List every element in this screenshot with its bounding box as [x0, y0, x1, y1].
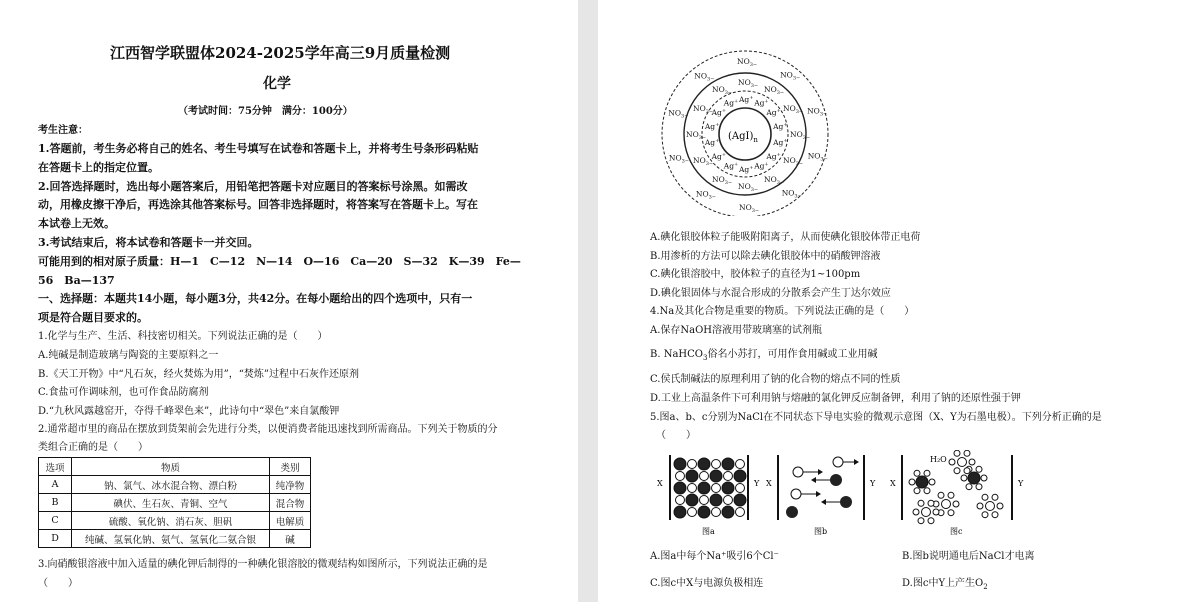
fig-a-solid-nacl	[656, 450, 768, 538]
chloride-ion	[686, 470, 698, 482]
fig-b-caption: 图b	[814, 527, 828, 536]
ag-ion-label: Ag+	[711, 108, 727, 118]
table-cell: 硫酸、氧化钠、消石灰、胆矾	[72, 512, 270, 530]
table-header-cell: 类别	[270, 458, 311, 476]
table-row	[39, 530, 311, 548]
chloride-ion	[674, 458, 686, 470]
nitrate-ion-label: $NO_{3-}$	[783, 104, 804, 115]
chloride-ion	[722, 482, 734, 494]
q5-stem-line-2: （ ）	[656, 430, 696, 441]
water-molecule-label: H₂O	[930, 455, 947, 464]
electrode-y-label: Y	[1018, 479, 1024, 488]
ag-ion-label: Ag+	[704, 137, 720, 147]
ag-ion-label: Ag+	[739, 95, 754, 104]
table-cell: B	[39, 494, 72, 512]
table-cell: A	[39, 476, 72, 494]
notice-2-line-3: 本试卷上无效。	[38, 217, 115, 230]
table-cell: 钠、氯气、冰水混合物、漂白粉	[72, 476, 270, 494]
nitrate-ion-label: $NO_{3-}$	[764, 85, 785, 96]
chloride-ion	[710, 470, 722, 482]
water-molecule	[938, 492, 944, 498]
water-molecule	[992, 512, 998, 518]
table-row	[39, 512, 311, 530]
water-molecule	[992, 494, 998, 500]
nitrate-ion-label: $NO_{3-}$	[686, 130, 707, 141]
nitrate-ion-label: $NO_{3-}$	[739, 203, 760, 214]
table-cell: D	[39, 530, 72, 548]
q3-option-a: A.碘化银胶体粒子能吸附阳离子，从而使碘化银胶体带正电荷	[650, 232, 921, 243]
table-row	[39, 494, 311, 512]
exam-page-left	[0, 0, 578, 602]
chloride-ion	[686, 494, 698, 506]
agi-core-label: $(AgI)_n$	[728, 131, 758, 144]
ag-ion-label: Ag+	[723, 161, 739, 171]
fig-a-caption: 图a	[702, 527, 715, 536]
q1-option-c: C.食盐可作调味剂，也可作食品防腐剂	[38, 387, 209, 398]
q4-option-c: C.侯氏制碱法的原理利用了钠的化合物的熔点不同的性质	[650, 374, 901, 385]
nitrate-ion-label: $NO_{3-}$	[695, 189, 716, 201]
hydrated-chloride-ion	[916, 476, 928, 488]
moving-ions	[786, 457, 859, 518]
water-molecule	[928, 518, 934, 524]
sodium-ion	[724, 472, 733, 481]
water-molecule	[918, 518, 924, 524]
q2-classification-table	[38, 457, 311, 548]
nitrate-ion-label: $NO_{3-}$	[668, 108, 689, 120]
q1-option-a: A.纯碱是制造玻璃与陶瓷的主要原料之一	[38, 350, 219, 361]
sodium-ion	[700, 496, 709, 505]
ag-ion-label: Ag+	[704, 122, 720, 132]
q3-stem-line-2: （ ）	[38, 578, 78, 589]
sodium-ion	[712, 484, 721, 493]
water-molecule	[913, 509, 919, 515]
water-molecule	[948, 492, 954, 498]
sodium-ion	[736, 460, 745, 469]
nitrate-ion-label: $NO_{3-}$	[780, 70, 801, 82]
table-cell: C	[39, 512, 72, 530]
hydrated-chloride-ion	[968, 472, 980, 484]
q4-option-b: B. NaHCO$_3$俗名小苏打，可用作食用碱或工业用碱	[650, 349, 878, 362]
water-molecule	[977, 503, 983, 509]
notice-1-line-1: 1.答题前，考生务必将自己的姓名、考生号填写在试卷和答题卡上，并将考生号条形码粘贴	[38, 142, 479, 155]
ag-ion-label: Ag+	[766, 151, 781, 161]
notice-1-line-2: 在答题卡上的指定位置。	[38, 161, 159, 174]
nitrate-ion-label: $NO_{3-}$	[790, 130, 811, 141]
fig-c-nacl-solution	[890, 450, 1036, 538]
ag-ion-label: Ag+	[773, 137, 788, 147]
ag-ion-label: Ag+	[739, 165, 754, 174]
q1-option-b: B.《天工开物》中“凡石灰，经火焚炼为用”，“焚炼”过程中石灰作还原剂	[38, 369, 359, 380]
section-1-line-2: 项是符合题目要求的。	[38, 311, 148, 324]
hydrated-sodium-ion	[922, 508, 931, 517]
water-molecule	[966, 484, 972, 490]
q4-stem: 4.Na及其化合物是重要的物质。下列说法正确的是（ ）	[650, 306, 915, 317]
table-header-cell: 物质	[72, 458, 270, 476]
q3-option-b: B.用渗析的方法可以除去碘化银胶体中的硝酸钾溶液	[650, 251, 881, 262]
water-molecule	[954, 468, 960, 474]
water-molecule	[928, 500, 934, 506]
nitrate-ion-label: $NO_{3-}$	[737, 57, 758, 68]
sodium-ion	[736, 484, 745, 493]
exam-page-right	[598, 0, 1181, 602]
table-cell: 电解质	[270, 512, 311, 530]
water-molecule	[976, 466, 982, 472]
chloride-ion	[734, 470, 746, 482]
hydrated-ions	[909, 450, 1003, 523]
water-molecule	[982, 494, 988, 500]
water-molecule	[981, 475, 987, 481]
sodium-ion	[724, 496, 733, 505]
water-molecule	[982, 512, 988, 518]
table-cell: 混合物	[270, 494, 311, 512]
water-molecule	[918, 500, 924, 506]
hydrated-sodium-ion	[942, 500, 951, 509]
q5-option-d: D.图c中Y上产生$O_2$	[902, 578, 988, 591]
q3-option-c: C.碘化银溶胶中，胶体粒子的直径为1~100pm	[650, 269, 861, 280]
ag-ion-label: Ag+	[723, 98, 739, 108]
chloride-ion	[722, 458, 734, 470]
water-molecule	[954, 450, 960, 456]
chloride-ion	[698, 458, 710, 470]
table-cell: 碱	[270, 530, 311, 548]
atomic-mass-line-1: 可能用到的相对原子质量：H—1 C—12 N—14 O—16 Ca—20 S—32 K—39 Fe—	[38, 255, 521, 268]
nitrate-ion-label: $NO_{3-}$	[807, 106, 828, 118]
agi-colloid-figure	[656, 44, 838, 216]
subject-title: 化学	[263, 76, 291, 92]
q5-option-c: C.图c中X与电源负极相连	[650, 578, 764, 589]
water-molecule	[953, 501, 959, 507]
exam-title: 江西智学联盟体2024-2025学年高三9月质量检测	[110, 44, 451, 62]
water-molecule	[929, 479, 935, 485]
chloride-ion	[710, 494, 722, 506]
water-molecule	[933, 509, 939, 515]
nitrate-ion-label: $NO_{3-}$	[712, 175, 733, 186]
electrode-x-label: X	[657, 479, 663, 488]
water-molecule	[924, 488, 930, 494]
chloride-ion	[674, 482, 686, 494]
water-molecule	[948, 510, 954, 516]
section-1-line-1: 一、选择题：本题共14小题，每小题3分，共42分。在每小题给出的四个选项中，只有一	[38, 292, 473, 305]
nitrate-ion-label: $NO_{3-}$	[738, 78, 759, 89]
table-header-cell: 选项	[39, 458, 72, 476]
nitrate-ion-label: $NO_{3-}$	[781, 188, 802, 200]
chloride-ion	[674, 506, 686, 518]
q5-option-a: A.图a中每个Na⁺吸引6个Cl⁻	[650, 551, 779, 562]
water-molecule	[969, 459, 975, 465]
table-cell: 纯净物	[270, 476, 311, 494]
table-cell: 碘伏、生石灰、青铜、空气	[72, 494, 270, 512]
chloride-ion	[722, 506, 734, 518]
nitrate-ion-label: $NO_{3-}$	[693, 104, 714, 115]
fig-c-caption: 图c	[950, 527, 963, 536]
q4-option-a: A.保存NaOH溶液用带玻璃塞的试剂瓶	[650, 325, 823, 336]
q2-stem-line-1: 2.通常超市里的商品在摆放到货架前会先进行分类，以便消费者能迅速找到所需商品。下列关于物质的分	[38, 424, 498, 435]
nitrate-ion-label: $NO_{3-}$	[668, 153, 689, 165]
page-gap	[578, 0, 598, 602]
sodium-ion	[676, 472, 685, 481]
q3-option-d: D.碘化银固体与水混合形成的分散系会产生丁达尔效应	[650, 288, 891, 299]
q5-stem-line-1: 5.图a、b、c分别为NaCl在不同状态下导电实验的微观示意图（X、Y为石墨电极）。下列分析正确的是	[650, 412, 1102, 423]
sodium-ion	[688, 460, 697, 469]
hydrated-sodium-ion	[958, 458, 967, 467]
nitrate-ion-label: $NO_{3-}$	[783, 156, 804, 167]
water-molecule	[964, 450, 970, 456]
water-molecule	[924, 470, 930, 476]
water-molecule	[914, 470, 920, 476]
q5-option-b: B.图b说明通电后NaCl才电离	[902, 551, 1035, 562]
water-molecule	[964, 468, 970, 474]
nitrate-ion-label: $NO_{3-}$	[694, 71, 715, 83]
q1-stem: 1.化学与生产、生活、科技密切相关。下列说法正确的是（ ）	[38, 331, 328, 342]
sodium-ion	[712, 508, 721, 517]
nitrate-ion-label: $NO_{3-}$	[693, 156, 714, 167]
sodium-ion	[688, 484, 697, 493]
chloride-ion	[698, 506, 710, 518]
notice-2-line-2: 动，用橡皮擦干净后，再选涂其他答案标号。回答非选择题时，将答案写在答题卡上。写在	[38, 198, 478, 211]
table-cell: 纯碱、氢氧化钠、氨气、氢氧化二氨合银	[72, 530, 270, 548]
chloride-ion	[734, 494, 746, 506]
water-molecule	[909, 479, 915, 485]
notice-2-line-1: 2.回答选择题时，选出每小题答案后，用铅笔把答题卡对应题目的答案标号涂黑。如需改	[38, 180, 468, 193]
ag-ion-label: Ag+	[711, 151, 727, 161]
electrode-y-label: Y	[754, 479, 760, 488]
sodium-ion	[676, 496, 685, 505]
nacl-lattice	[674, 458, 746, 518]
ag-ion-label: Ag+	[766, 108, 781, 118]
q1-option-d: D.“九秋风露越窑开，夺得千峰翠色来”，此诗句中“翠色”来自氯酸钾	[38, 406, 340, 417]
ag-ion-label: Ag+	[773, 122, 788, 132]
chloride-ion	[698, 482, 710, 494]
sodium-ion	[712, 460, 721, 469]
electrode-x-label: X	[890, 479, 896, 488]
ag-ion-label: Ag+	[754, 98, 769, 108]
q2-stem-line-2: 类组合正确的是（ ）	[38, 442, 148, 453]
sodium-ion	[736, 508, 745, 517]
fig-b-molten-nacl	[766, 450, 884, 538]
ag-ion-label: Ag+	[754, 161, 769, 171]
nitrate-ion-label: $NO_{3-}$	[738, 182, 759, 193]
sodium-ion	[700, 472, 709, 481]
water-molecule	[976, 484, 982, 490]
nitrate-ion-label: $NO_{3-}$	[712, 85, 733, 96]
table-row	[39, 476, 311, 494]
electrode-y-label: Y	[870, 479, 876, 488]
water-molecule	[914, 488, 920, 494]
exam-info: （考试时间：75分钟 满分：100分）	[178, 106, 353, 117]
water-molecule	[949, 459, 955, 465]
water-molecule	[961, 475, 967, 481]
table-header-row	[39, 458, 311, 476]
q4-option-d: D.工业上高温条件下可利用钠与熔融的氯化钾反应制备钾，利用了钠的还原性强于钾	[650, 393, 1021, 404]
notice-3: 3.考试结束后，将本试卷和答题卡一并交回。	[38, 236, 259, 249]
electrode-x-label: X	[766, 479, 772, 488]
q3-stem-line-1: 3.向硝酸银溶液中加入适量的碘化钾后制得的一种碘化银溶胶的微观结构如图所示，下列说法正确的是	[38, 559, 488, 570]
notice-heading: 考生注意：	[38, 125, 88, 136]
nitrate-ion-label: $NO_{3-}$	[764, 175, 785, 186]
sodium-ion	[688, 508, 697, 517]
hydrated-sodium-ion	[986, 502, 995, 511]
water-molecule	[997, 503, 1003, 509]
nitrate-ion-label: $NO_{3-}$	[807, 151, 828, 163]
atomic-mass-line-2: 56 Ba—137	[38, 274, 115, 287]
